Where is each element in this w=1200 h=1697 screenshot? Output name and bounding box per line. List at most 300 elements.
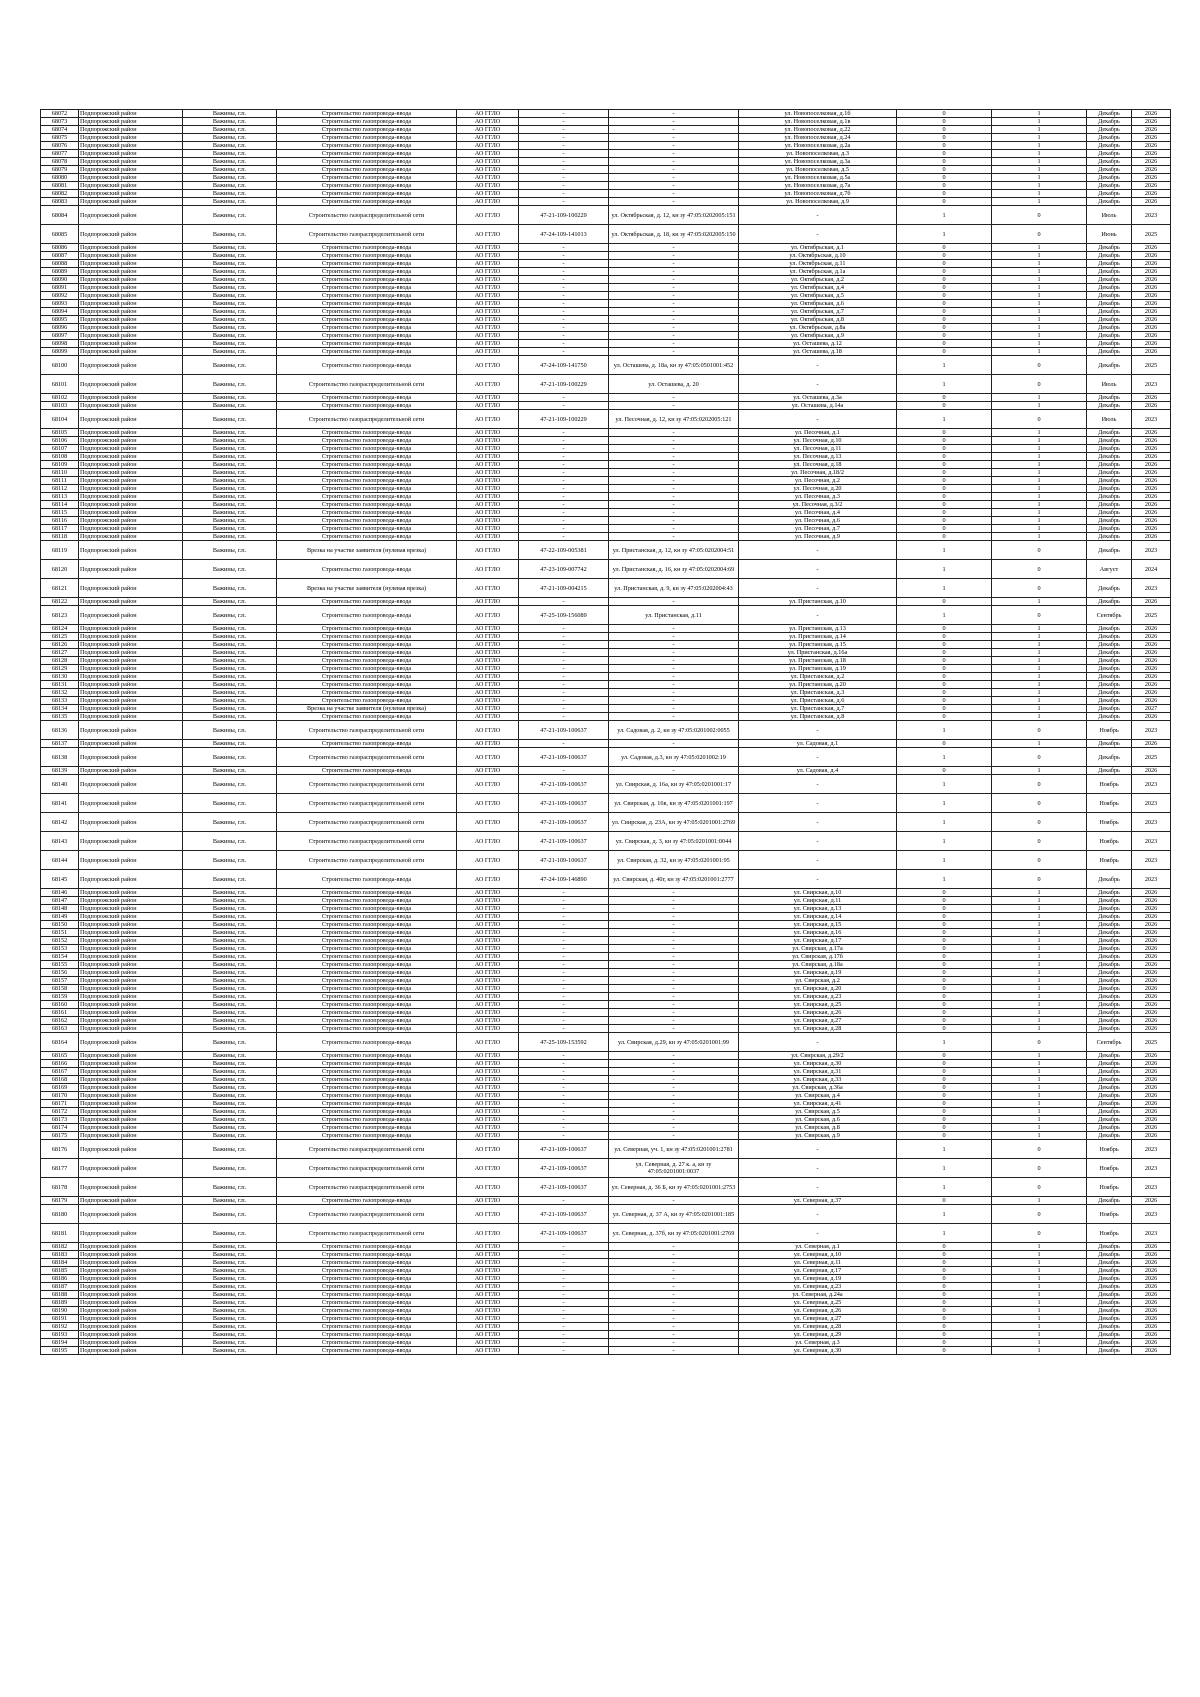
table-cell: Важины, г.п. — [183, 748, 277, 767]
table-cell: АО ГГЛО — [457, 689, 519, 697]
table-cell: ул. Осташева, д.14а — [739, 402, 897, 410]
table-row — [41, 1205, 1171, 1224]
table-cell: 0 — [897, 1052, 992, 1060]
table-cell: 2026 — [1132, 1052, 1171, 1060]
table-cell: 68180 — [41, 1205, 79, 1224]
table-cell: - — [609, 469, 739, 477]
table-cell: 2026 — [1132, 340, 1171, 348]
table-cell: ул. Октябрьская, д.9 — [739, 332, 897, 340]
table-cell: Подпорожский район — [79, 1116, 183, 1124]
table-cell: Важины, г.п. — [183, 897, 277, 905]
table-cell: - — [739, 560, 897, 579]
table-cell: Подпорожский район — [79, 118, 183, 126]
table-cell: 68088 — [41, 260, 79, 268]
table-row — [41, 509, 1171, 517]
table-cell: Декабрь — [1087, 260, 1132, 268]
table-cell: АО ГГЛО — [457, 1124, 519, 1132]
table-cell: 2026 — [1132, 767, 1171, 775]
table-cell: 2026 — [1132, 1283, 1171, 1291]
table-cell: Декабрь — [1087, 1315, 1132, 1323]
table-cell: 2026 — [1132, 445, 1171, 453]
table-row — [41, 206, 1171, 225]
table-cell: АО ГГЛО — [457, 641, 519, 649]
table-cell: 68085 — [41, 225, 79, 244]
table-cell: 68136 — [41, 721, 79, 740]
table-cell: - — [519, 1100, 609, 1108]
table-row — [41, 813, 1171, 832]
table-cell: - — [739, 410, 897, 429]
table-cell: ул. Новопоселковая, д.2а — [739, 142, 897, 150]
table-cell: Подпорожский район — [79, 1197, 183, 1205]
table-cell: Ноябрь — [1087, 851, 1132, 870]
table-cell: Строительство газопровода-ввода — [277, 1017, 457, 1025]
table-cell: Важины, г.п. — [183, 1267, 277, 1275]
table-cell: Подпорожский район — [79, 453, 183, 461]
table-cell: Декабрь — [1087, 1291, 1132, 1299]
table-cell: Строительство газопровода-ввода — [277, 681, 457, 689]
table-cell: 68195 — [41, 1347, 79, 1355]
table-cell: АО ГГЛО — [457, 794, 519, 813]
table-cell: 68152 — [41, 937, 79, 945]
table-cell: - — [739, 1159, 897, 1178]
table-cell: - — [609, 1323, 739, 1331]
table-cell: Важины, г.п. — [183, 324, 277, 332]
table-cell: Строительство газораспределительной сети — [277, 1224, 457, 1243]
table-cell: ул. Северная, д.17 — [739, 1267, 897, 1275]
table-cell: АО ГГЛО — [457, 225, 519, 244]
table-cell: ул. Свирская, д.16 — [739, 929, 897, 937]
table-cell: ул. Новопоселковая, д.24 — [739, 134, 897, 142]
table-cell: 0 — [992, 206, 1087, 225]
table-cell: - — [519, 126, 609, 134]
table-cell: Важины, г.п. — [183, 713, 277, 721]
table-cell: Ноябрь — [1087, 1205, 1132, 1224]
table-cell: Подпорожский район — [79, 517, 183, 525]
table-cell: Декабрь — [1087, 713, 1132, 721]
table-cell: 68074 — [41, 126, 79, 134]
table-cell: АО ГГЛО — [457, 1205, 519, 1224]
table-cell: 0 — [897, 276, 992, 284]
table-row — [41, 633, 1171, 641]
table-row — [41, 445, 1171, 453]
table-cell: 0 — [897, 1025, 992, 1033]
table-cell: Строительство газопровода-ввода — [277, 921, 457, 929]
table-cell: 2026 — [1132, 332, 1171, 340]
table-cell: ул. Северная, д.11 — [739, 1259, 897, 1267]
table-cell: 68086 — [41, 244, 79, 252]
table-cell: - — [609, 633, 739, 641]
table-cell: Строительство газопровода-ввода — [277, 477, 457, 485]
table-cell: - — [609, 348, 739, 356]
table-cell: Подпорожский район — [79, 126, 183, 134]
table-cell: ул. Свирская, д.29, кн зу 47:05:0201001:99 — [609, 1033, 739, 1052]
table-cell: 2026 — [1132, 509, 1171, 517]
table-cell: Строительство газопровода-ввода — [277, 469, 457, 477]
table-cell: ул. Свирская, д.4 — [739, 1092, 897, 1100]
table-cell: 68161 — [41, 1009, 79, 1017]
table-cell: АО ГГЛО — [457, 945, 519, 953]
table-cell: ул. Осташева, д. 18а, кн зу 47:05:0501001:452 — [609, 356, 739, 375]
table-cell: 0 — [897, 190, 992, 198]
table-cell: Декабрь — [1087, 292, 1132, 300]
table-cell: Подпорожский район — [79, 1323, 183, 1331]
table-cell: - — [519, 284, 609, 292]
table-cell: 1 — [992, 681, 1087, 689]
table-cell: - — [609, 1291, 739, 1299]
table-cell: АО ГГЛО — [457, 340, 519, 348]
table-cell: 1 — [992, 633, 1087, 641]
table-cell: АО ГГЛО — [457, 110, 519, 118]
table-cell: - — [519, 1331, 609, 1339]
table-cell: АО ГГЛО — [457, 190, 519, 198]
table-cell: 1 — [992, 1275, 1087, 1283]
table-cell: 2026 — [1132, 665, 1171, 673]
table-cell: Подпорожский район — [79, 851, 183, 870]
table-row — [41, 174, 1171, 182]
table-cell: - — [519, 649, 609, 657]
table-cell: 0 — [992, 356, 1087, 375]
table-cell: Декабрь — [1087, 356, 1132, 375]
table-cell: Важины, г.п. — [183, 705, 277, 713]
table-cell: 0 — [897, 429, 992, 437]
table-cell: 1 — [992, 517, 1087, 525]
table-row — [41, 308, 1171, 316]
table-cell: ул. Свирская, д.8 — [739, 1124, 897, 1132]
table-cell: 68165 — [41, 1052, 79, 1060]
table-cell: 0 — [897, 1259, 992, 1267]
table-cell: Подпорожский район — [79, 244, 183, 252]
table-cell: 68154 — [41, 953, 79, 961]
table-cell: 68076 — [41, 142, 79, 150]
table-cell: 1 — [897, 579, 992, 598]
table-cell: 1 — [897, 356, 992, 375]
table-cell: 0 — [992, 606, 1087, 625]
table-cell: 1 — [992, 740, 1087, 748]
table-cell: - — [609, 945, 739, 953]
table-cell: Подпорожский район — [79, 110, 183, 118]
table-cell: 0 — [992, 410, 1087, 429]
table-cell: Декабрь — [1087, 429, 1132, 437]
table-cell: - — [519, 198, 609, 206]
table-cell: ул. Новопоселковая, д.7б — [739, 190, 897, 198]
table-cell: Декабрь — [1087, 1068, 1132, 1076]
table-cell: 2026 — [1132, 477, 1171, 485]
table-cell: 0 — [897, 929, 992, 937]
table-cell: 1 — [992, 244, 1087, 252]
table-cell: АО ГГЛО — [457, 1178, 519, 1197]
table-cell: 0 — [897, 324, 992, 332]
table-cell: 68103 — [41, 402, 79, 410]
table-cell: Строительство газопровода-ввода — [277, 1060, 457, 1068]
table-cell: ул. Новопоселковая, д.1в — [739, 118, 897, 126]
table-row — [41, 402, 1171, 410]
table-cell: Строительство газопровода-ввода — [277, 332, 457, 340]
table-row — [41, 182, 1171, 190]
table-row — [41, 198, 1171, 206]
table-cell: Строительство газопровода-ввода — [277, 985, 457, 993]
table-cell: 1 — [992, 110, 1087, 118]
table-cell: АО ГГЛО — [457, 921, 519, 929]
table-row — [41, 150, 1171, 158]
table-cell: 1 — [992, 501, 1087, 509]
table-cell: 0 — [897, 1116, 992, 1124]
table-cell: ул. Северная, д. 37 А, кн зу 47:05:0201001:185 — [609, 1205, 739, 1224]
table-cell: - — [609, 268, 739, 276]
table-cell: - — [519, 1001, 609, 1009]
table-cell: ул. Северная, д.28 — [739, 1323, 897, 1331]
table-cell: Строительство газопровода-ввода — [277, 889, 457, 897]
table-cell: Строительство газопровода-ввода — [277, 649, 457, 657]
table-cell: 0 — [897, 625, 992, 633]
table-cell: ул. Свирская, д.28 — [739, 1025, 897, 1033]
table-cell: ул. Свирская, д.13 — [739, 905, 897, 913]
table-cell: 0 — [897, 110, 992, 118]
table-cell: 0 — [897, 1068, 992, 1076]
table-cell: Декабрь — [1087, 641, 1132, 649]
table-cell: - — [519, 1124, 609, 1132]
table-cell: 2026 — [1132, 1315, 1171, 1323]
table-cell: 1 — [992, 913, 1087, 921]
table-cell: - — [609, 1339, 739, 1347]
table-cell: Строительство газопровода-ввода — [277, 394, 457, 402]
table-cell: 0 — [992, 541, 1087, 560]
table-cell: ул. Свирская, д. 3, кн зу 47:05:0201001:0044 — [609, 832, 739, 851]
table-cell: 0 — [897, 1283, 992, 1291]
table-cell: 1 — [992, 665, 1087, 673]
table-cell: Строительство газопровода-ввода — [277, 525, 457, 533]
table-cell: 2026 — [1132, 1275, 1171, 1283]
table-cell: - — [609, 1124, 739, 1132]
table-cell: Строительство газопровода-ввода — [277, 348, 457, 356]
table-cell: АО ГГЛО — [457, 244, 519, 252]
table-cell: 68110 — [41, 469, 79, 477]
table-cell: Подпорожский район — [79, 198, 183, 206]
table-cell: Подпорожский район — [79, 598, 183, 606]
table-cell: Декабрь — [1087, 158, 1132, 166]
table-row — [41, 158, 1171, 166]
table-cell: АО ГГЛО — [457, 375, 519, 394]
table-cell: Декабрь — [1087, 1052, 1132, 1060]
table-cell: Подпорожский район — [79, 579, 183, 598]
table-cell: 68121 — [41, 579, 79, 598]
table-cell: 0 — [897, 641, 992, 649]
table-cell: - — [519, 394, 609, 402]
table-cell: ул. Свирская, д.9 — [739, 1132, 897, 1140]
table-cell: 2026 — [1132, 657, 1171, 665]
table-cell: 2023 — [1132, 832, 1171, 851]
table-cell: - — [519, 993, 609, 1001]
table-cell: - — [739, 206, 897, 225]
table-row — [41, 953, 1171, 961]
table-row — [41, 697, 1171, 705]
table-cell: - — [609, 713, 739, 721]
table-cell: Важины, г.п. — [183, 292, 277, 300]
table-cell: 1 — [992, 1076, 1087, 1084]
table-cell: 0 — [897, 1197, 992, 1205]
table-cell: 1 — [992, 469, 1087, 477]
table-row — [41, 1084, 1171, 1092]
table-cell: ул. Северная, д.19 — [739, 1275, 897, 1283]
table-cell: ул. Свирская, д.33 — [739, 1076, 897, 1084]
table-cell: Декабрь — [1087, 945, 1132, 953]
table-cell: Подпорожский район — [79, 1224, 183, 1243]
table-cell: ул. Октябрьская, д.1а — [739, 268, 897, 276]
table-cell: Декабрь — [1087, 1132, 1132, 1140]
table-cell: Строительство газопровода-ввода — [277, 1307, 457, 1315]
table-cell: Подпорожский район — [79, 525, 183, 533]
table-cell: Декабрь — [1087, 402, 1132, 410]
table-cell: АО ГГЛО — [457, 1025, 519, 1033]
table-cell: ул. Свирская, д. 16в, кн зу 47:05:0201001:197 — [609, 794, 739, 813]
table-cell: ул. Северная, д.25 — [739, 1299, 897, 1307]
table-cell: АО ГГЛО — [457, 284, 519, 292]
table-cell: 68080 — [41, 174, 79, 182]
table-cell: - — [739, 870, 897, 889]
table-cell: 1 — [992, 1347, 1087, 1355]
table-row — [41, 665, 1171, 673]
table-cell: Важины, г.п. — [183, 142, 277, 150]
table-cell: 2026 — [1132, 190, 1171, 198]
table-cell: АО ГГЛО — [457, 905, 519, 913]
table-cell: 68128 — [41, 657, 79, 665]
table-cell: ул. Пристанская, д.18 — [739, 657, 897, 665]
table-cell: - — [609, 332, 739, 340]
table-cell: Строительство газопровода-ввода — [277, 870, 457, 889]
table-cell: 1 — [992, 348, 1087, 356]
table-cell: АО ГГЛО — [457, 182, 519, 190]
table-cell: АО ГГЛО — [457, 625, 519, 633]
table-cell: Декабрь — [1087, 649, 1132, 657]
table-cell: ул. Свирская, д. 16а, кн зу 47:05:0201001:17 — [609, 775, 739, 794]
table-cell: Декабрь — [1087, 673, 1132, 681]
table-cell: Строительство газопровода-ввода — [277, 1331, 457, 1339]
table-row — [41, 921, 1171, 929]
table-cell: Подпорожский район — [79, 158, 183, 166]
table-cell: 68186 — [41, 1275, 79, 1283]
table-cell: Строительство газораспределительной сети — [277, 225, 457, 244]
table-cell: 0 — [897, 461, 992, 469]
table-cell: 0 — [897, 1331, 992, 1339]
table-cell: Важины, г.п. — [183, 813, 277, 832]
table-cell: Важины, г.п. — [183, 340, 277, 348]
table-cell: Строительство газораспределительной сети — [277, 1140, 457, 1159]
table-cell: Декабрь — [1087, 1307, 1132, 1315]
table-cell: 68108 — [41, 453, 79, 461]
table-row — [41, 469, 1171, 477]
table-cell: - — [609, 953, 739, 961]
table-cell: Подпорожский район — [79, 260, 183, 268]
table-cell: 68185 — [41, 1267, 79, 1275]
table-cell: 0 — [897, 445, 992, 453]
table-cell: 1 — [897, 748, 992, 767]
table-cell: - — [609, 485, 739, 493]
table-cell: 68116 — [41, 517, 79, 525]
table-row — [41, 579, 1171, 598]
table-cell: Подпорожский район — [79, 429, 183, 437]
table-cell: Декабрь — [1087, 689, 1132, 697]
table-cell: 0 — [897, 649, 992, 657]
table-cell: Строительство газопровода-ввода — [277, 437, 457, 445]
table-cell: Важины, г.п. — [183, 348, 277, 356]
table-cell: 47-21-109-100637 — [519, 851, 609, 870]
table-cell: Важины, г.п. — [183, 525, 277, 533]
table-cell: 2023 — [1132, 870, 1171, 889]
table-cell: 47-24-109-141750 — [519, 356, 609, 375]
table-row — [41, 1108, 1171, 1116]
table-cell: Важины, г.п. — [183, 1100, 277, 1108]
table-cell: - — [609, 1092, 739, 1100]
table-cell: Декабрь — [1087, 1243, 1132, 1251]
table-cell: 68118 — [41, 533, 79, 541]
table-cell: 2026 — [1132, 689, 1171, 697]
table-cell: 1 — [992, 1084, 1087, 1092]
table-cell: Строительство газопровода-ввода — [277, 1267, 457, 1275]
table-cell: Строительство газопровода-ввода — [277, 485, 457, 493]
table-cell: - — [609, 1331, 739, 1339]
table-cell: ул. Октябрьская, д.7 — [739, 308, 897, 316]
table-cell: - — [609, 118, 739, 126]
table-cell: 47-24-109-141013 — [519, 225, 609, 244]
table-cell: Важины, г.п. — [183, 665, 277, 673]
table-cell: 68081 — [41, 182, 79, 190]
table-cell: 2026 — [1132, 118, 1171, 126]
table-cell: - — [739, 541, 897, 560]
table-row — [41, 1100, 1171, 1108]
table-row — [41, 598, 1171, 606]
table-cell: ул. Свирская, д.14 — [739, 913, 897, 921]
table-cell: 1 — [992, 993, 1087, 1001]
table-cell: 2026 — [1132, 485, 1171, 493]
table-cell: Июль — [1087, 410, 1132, 429]
table-cell: 1 — [992, 445, 1087, 453]
table-row — [41, 525, 1171, 533]
table-cell: Подпорожский район — [79, 402, 183, 410]
table-cell: Подпорожский район — [79, 437, 183, 445]
table-cell: 1 — [992, 292, 1087, 300]
table-cell: Декабрь — [1087, 340, 1132, 348]
table-cell: Подпорожский район — [79, 190, 183, 198]
table-cell: ул. Свирская, д. 32, кн зу 47:05:0201001:95 — [609, 851, 739, 870]
table-cell: Строительство газопровода-ввода — [277, 673, 457, 681]
table-cell: 1 — [992, 1116, 1087, 1124]
table-cell: АО ГГЛО — [457, 1283, 519, 1291]
table-cell: АО ГГЛО — [457, 649, 519, 657]
table-cell: Важины, г.п. — [183, 509, 277, 517]
table-cell: 68119 — [41, 541, 79, 560]
table-cell: - — [609, 929, 739, 937]
table-row — [41, 905, 1171, 913]
table-cell: Декабрь — [1087, 1084, 1132, 1092]
table-cell: ул. Пристанская, д. 16, кн зу 47:05:0202004:69 — [609, 560, 739, 579]
table-cell: АО ГГЛО — [457, 1331, 519, 1339]
table-cell: ул. Новопоселковая, д.5а — [739, 174, 897, 182]
table-cell: Декабрь — [1087, 665, 1132, 673]
table-cell: 2026 — [1132, 158, 1171, 166]
table-cell: Важины, г.п. — [183, 477, 277, 485]
table-cell: Подпорожский район — [79, 1307, 183, 1315]
table-cell: - — [609, 1068, 739, 1076]
table-cell: АО ГГЛО — [457, 969, 519, 977]
table-cell: 2026 — [1132, 1259, 1171, 1267]
table-cell: Строительство газопровода-ввода — [277, 713, 457, 721]
table-cell: Подпорожский район — [79, 225, 183, 244]
table-cell: 47-21-109-100637 — [519, 1205, 609, 1224]
table-cell: АО ГГЛО — [457, 705, 519, 713]
table-cell: Строительство газопровода-ввода — [277, 1339, 457, 1347]
table-cell: АО ГГЛО — [457, 633, 519, 641]
table-cell: - — [519, 1076, 609, 1084]
table-cell: - — [609, 517, 739, 525]
